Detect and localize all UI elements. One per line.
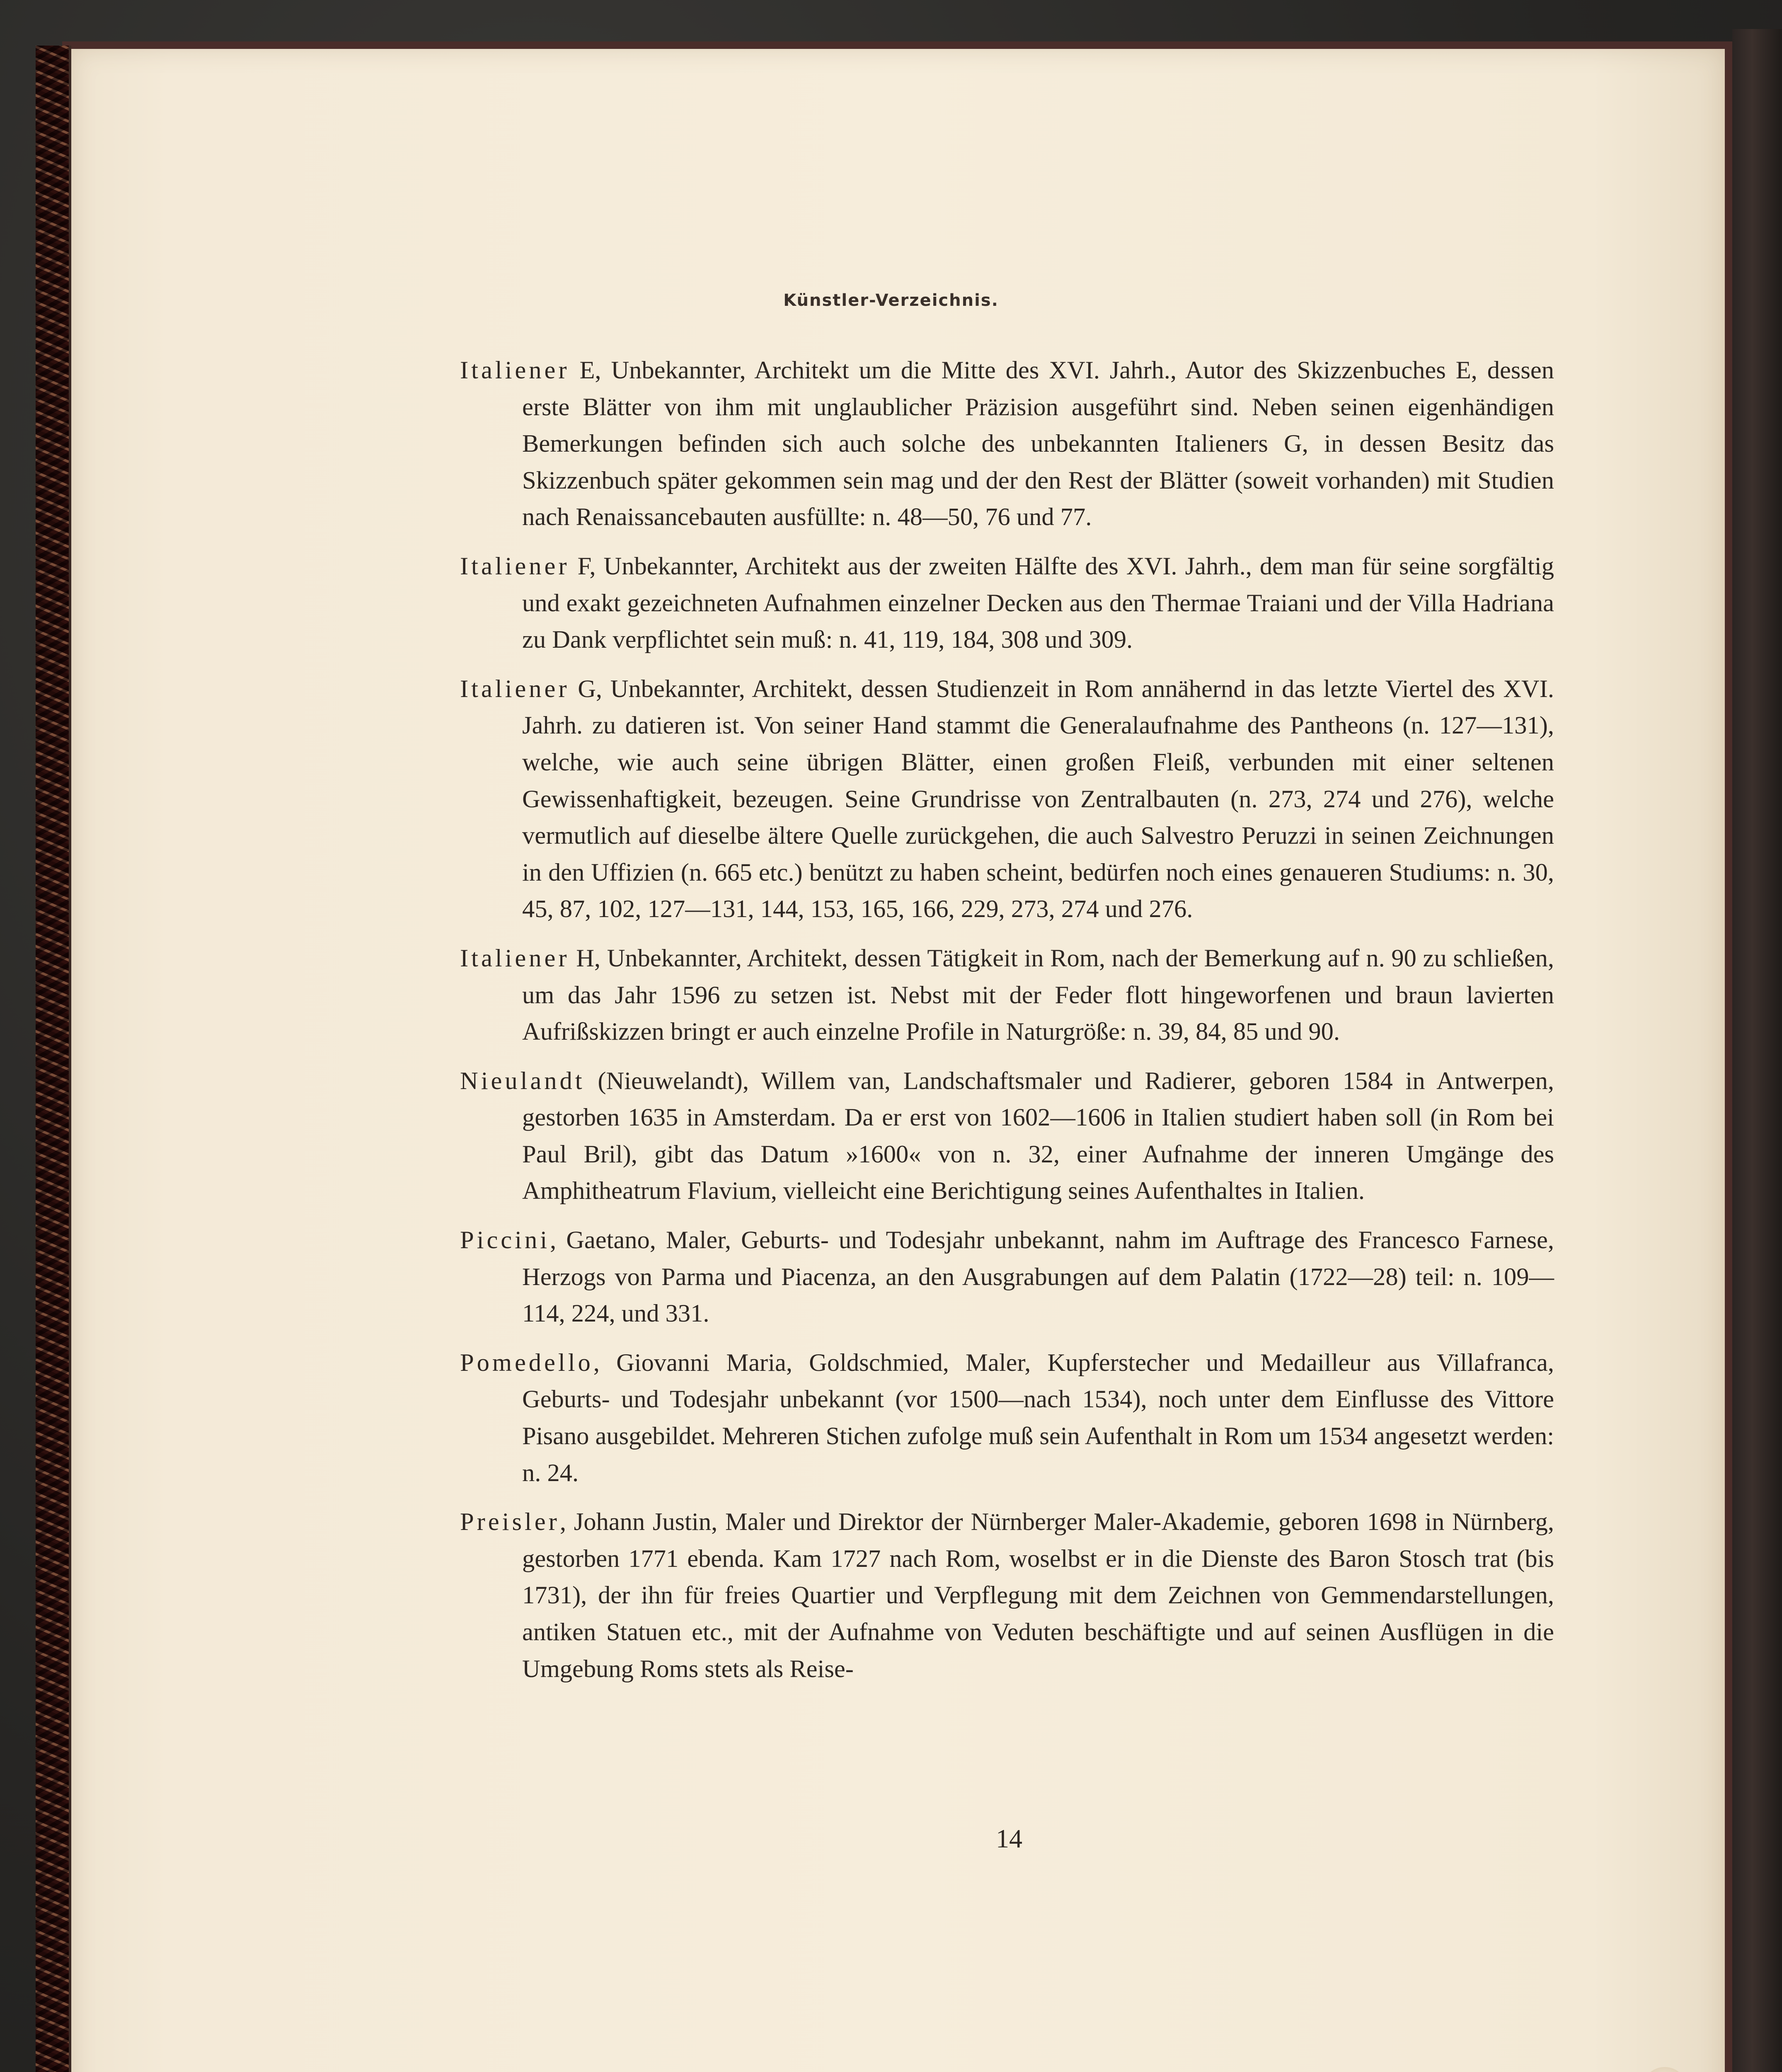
index-entry [460, 671, 1554, 928]
entry-text: , Gaetano, Maler, Geburts- und Todesjahr unbekannt, nahm im Auftrage des Francesco Farnese, Herzogs von Parma und Piacenza, an den Ausgrabungen auf dem Palatin (1722—28) teil: n. 109—114, 224, und 331. [522, 1226, 1554, 1328]
index-entry [460, 1063, 1554, 1210]
artist-index-entries [460, 352, 1554, 1700]
entry-name: Italiener [460, 552, 570, 580]
entry-text: H, Unbekannter, Architekt, dessen Tätigkeit in Rom, nach der Bemerkung auf n. 90 zu schließen, um das Jahr 1596 zu setzen ist. Nebst mit der Feder flott hingeworfenen und braun lavierten Aufrißskizzen bringt er auch einzelne Profile in Naturgröße: n. 39, 84, 85 und 90. [522, 944, 1554, 1046]
entry-text: E, Unbekannter, Architekt um die Mitte des XVI. Jahrh., Autor des Skizzenbuches E, dessen erste Blätter von ihm mit unglaublicher Präzision ausgeführt sind. Neben seinen eigenhändigen Bemerkungen befinden sich auch solche des unbekannten Italieners G, in dessen Besitz das Skizzenbuch später gekommen sein mag und der den Rest der Blätter (soweit vorhanden) mit Studien nach Renaissancebauten ausfüllte: n. 48—50, 76 und 77. [522, 356, 1554, 531]
page-number: 14 [996, 1824, 1022, 1853]
entry-text: G, Unbekannter, Architekt, dessen Studienzeit in Rom annähernd in das letzte Viertel des XVI. Jahrh. zu datieren ist. Von seiner Hand stammt die Generalaufnahme des Pantheons (n. 127—131), welche, wie auch seine übrigen Blätter, einen großen Fleiß, verbunden mit einer seltenen Gewissenhaftigkeit, bezeugen. Seine Grundrisse von Zentralbauten (n. 273, 274 und 276), welche vermutlich auf dieselbe ältere Quelle zurückgehen, die auch Salvestro Peruzzi in seinen Zeichnungen in den Uffizien (n. 665 etc.) benützt zu haben scheint, bedürfen noch eines genaueren Studiums: n. 30, 45, 87, 102, 127—131, 144, 153, 165, 166, 229, 273, 274 und 276. [522, 675, 1554, 923]
index-entry [460, 548, 1554, 658]
entry-text: , Giovanni Maria, Goldschmied, Maler, Kupferstecher und Medailleur aus Villafranca, Geburts- und Todesjahr unbekannt (vor 1500—nach 1534), noch unter dem Einflusse des Vittore Pisano ausgebildet. Mehreren Stichen zufolge muß sein Aufenthalt in Rom um 1534 angesetzt werden: n. 24. [522, 1348, 1554, 1487]
running-header: Künstler-Verzeichnis. [783, 291, 999, 310]
index-entry [460, 940, 1554, 1051]
index-entry [460, 1345, 1554, 1491]
paper-stain [1642, 2067, 1688, 2072]
entry-name: Pomedello [460, 1348, 593, 1377]
entry-text: , Johann Justin, Maler und Direktor der Nürnberger Maler-Akademie, geboren 1698 in Nürnberg, gestorben 1771 ebenda. Kam 1727 nach Rom, woselbst er in die Dienste des Baron Stosch trat (bis 1731), der ihn für freies Quartier und Verpflegung mit dem Zeichnen von Gemmendarstellungen, antiken Statuen etc., mit der Aufnahme von Veduten beschäftigte und auf seinen Ausflügen in die Umgebung Roms stets als Reise- [522, 1508, 1554, 1683]
right-book-edge [1732, 29, 1782, 2072]
index-entry [460, 1222, 1554, 1332]
index-entry [460, 1504, 1554, 1687]
entry-text: F, Unbekannter, Architekt aus der zweiten Hälfte des XVI. Jahrh., dem man für seine sorgfältig und exakt gezeichneten Aufnahmen einzelner Decken aus den Thermae Traiani und der Villa Hadriana zu Dank verpflichtet sein muß: n. 41, 119, 184, 308 und 309. [522, 552, 1554, 654]
entry-text: (Nieuwelandt), Willem van, Landschaftsmaler und Radierer, geboren 1584 in Antwerpen, gestorben 1635 in Amsterdam. Da er erst von 1602—1606 in Italien studiert haben soll (in Rom bei Paul Bril), gibt das Datum »1600« von n. 32, einer Aufnahme der inneren Umgänge des Amphitheatrum Flavium, vielleicht eine Berichtigung seines Aufenthaltes in Italien. [522, 1067, 1554, 1205]
entry-name: Italiener [460, 944, 570, 972]
index-entry [460, 352, 1554, 536]
marbled-spine [36, 46, 71, 2072]
entry-name: Italiener [460, 675, 570, 703]
entry-name: Nieulandt [460, 1067, 585, 1095]
entry-name: Preisler [460, 1508, 560, 1536]
entry-name: Piccini [460, 1226, 550, 1254]
entry-name: Italiener [460, 356, 570, 384]
